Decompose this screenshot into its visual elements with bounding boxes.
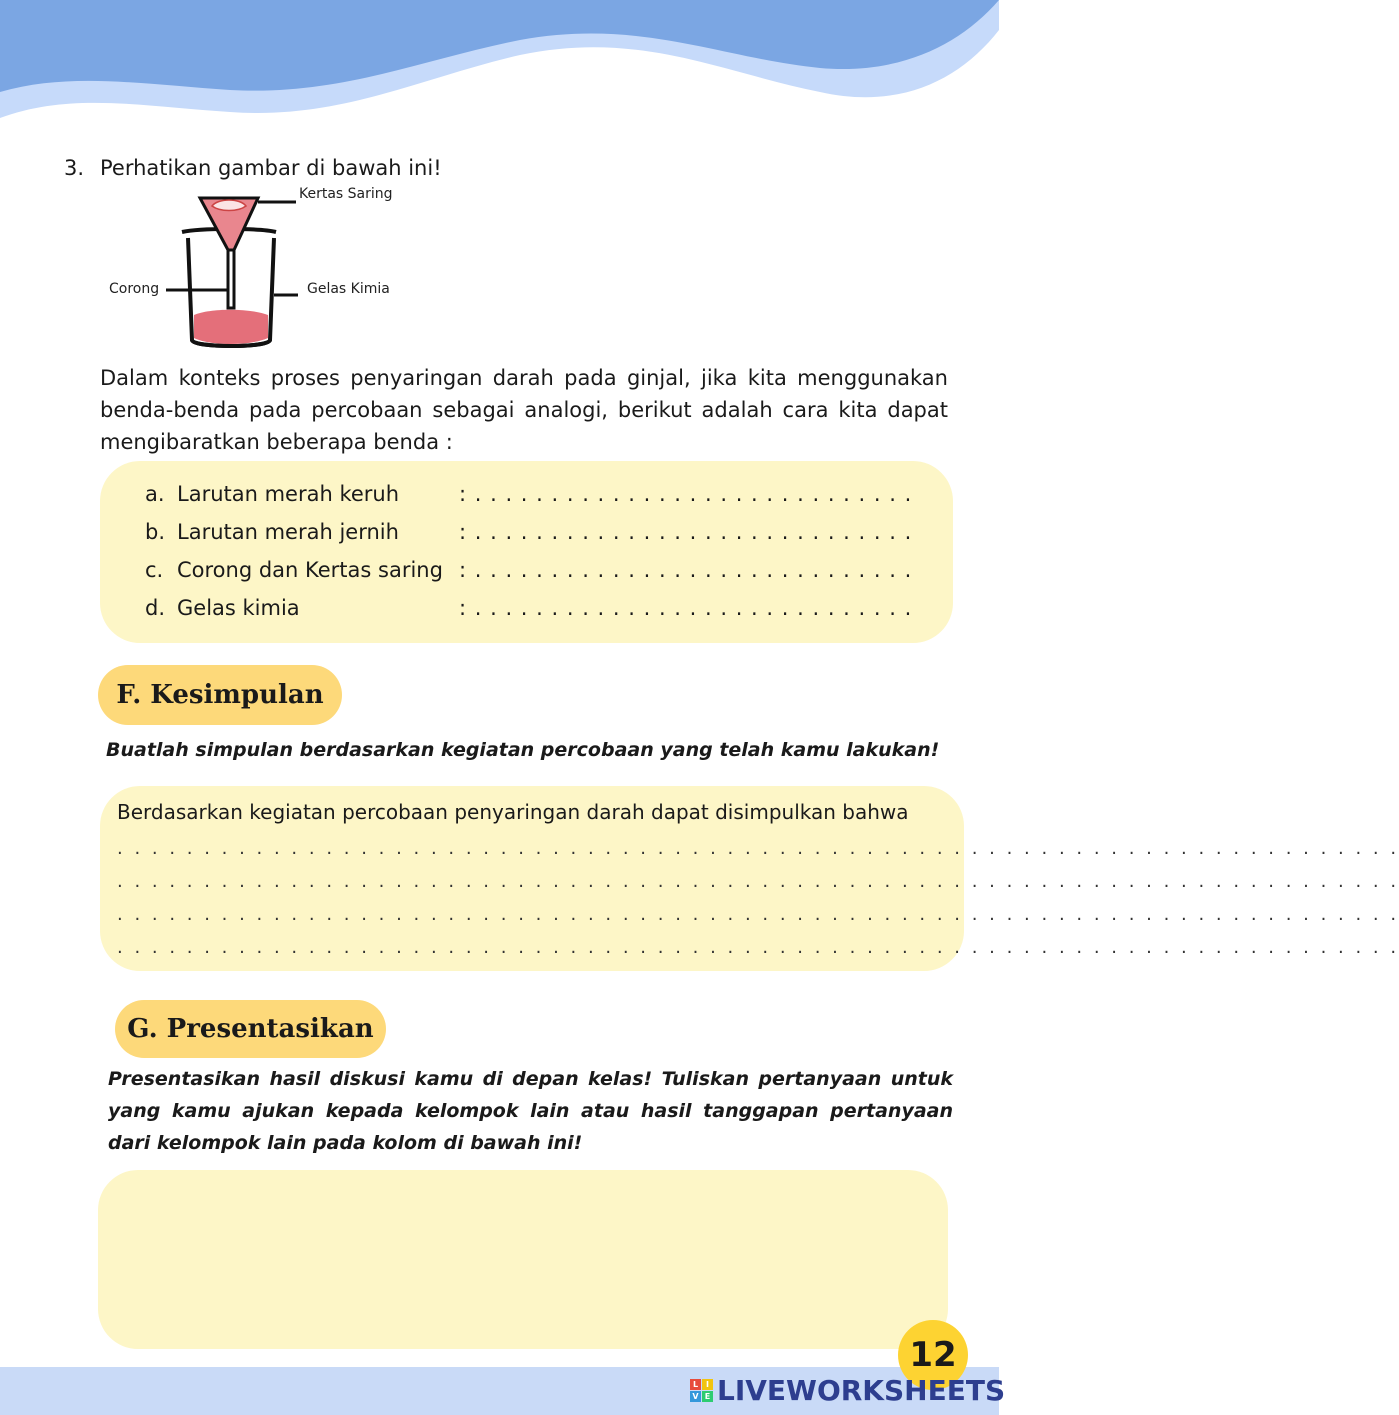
item-text: Gelas kimia	[177, 596, 300, 620]
logo-mark-icon: L I V E	[690, 1379, 713, 1402]
list-item	[145, 520, 912, 544]
item-letter: c.	[145, 558, 164, 582]
answer-blank[interactable]: : . . . . . . . . . . . . . . . . . . . . . . . . . . . . .	[459, 520, 913, 544]
header-wave-decoration	[0, 0, 999, 140]
conclusion-dot-line[interactable]: . . . . . . . . . . . . . . . . . . . . . . . . . . . . . . . . . . . . . . . . . . . . . . . . . . . . . . . . . . . . . . . . . . . . . . . . . .	[117, 904, 1399, 925]
question-number: 3.	[64, 156, 85, 180]
answer-blank[interactable]: : . . . . . . . . . . . . . . . . . . . . . . . . . . . . .	[459, 596, 913, 620]
item-text: Larutan merah keruh	[177, 482, 400, 506]
conclusion-dot-line[interactable]: . . . . . . . . . . . . . . . . . . . . . . . . . . . . . . . . . . . . . . . . . . . . . . . . . . . . . . . . . . . . . . . . . . . . . . . . . .	[117, 871, 1399, 892]
logo-text: LIVEWORKSHEETS	[717, 1374, 1006, 1407]
section-g-instruction: Presentasikan hasil diskusi kamu di depan kelas! Tuliskan pertanyaan untuk yang kamu ajukan kepada kelompok lain atau hasil tanggapan pertanyaan dari kelompok lain pada kolom di bawah ini!	[108, 1068, 953, 1154]
item-letter: a.	[145, 482, 165, 506]
list-item	[145, 558, 912, 582]
presentation-answer-box[interactable]	[98, 1170, 948, 1349]
section-f-instruction: Buatlah simpulan berdasarkan kegiatan percobaan yang telah kamu lakukan!	[106, 739, 940, 761]
list-item	[145, 482, 912, 506]
label-filter-paper: Kertas Saring	[299, 186, 393, 202]
item-letter: d.	[145, 596, 166, 620]
item-text: Larutan merah jernih	[177, 520, 399, 544]
section-f-title: F. Kesimpulan	[98, 665, 342, 725]
question-paragraph: Dalam konteks proses penyaringan darah pada ginjal, jika kita menggunakan benda-benda pada percobaan sebagai analogi, berikut adalah cara kita dapat mengibaratkan beberapa benda :	[100, 366, 948, 454]
conclusion-lead-text: Berdasarkan kegiatan percobaan penyaringan darah dapat disimpulkan bahwa	[117, 800, 909, 824]
answer-blank[interactable]: : . . . . . . . . . . . . . . . . . . . . . . . . . . . . .	[459, 558, 913, 582]
liveworksheets-logo[interactable]	[690, 1374, 1005, 1407]
section-g-title: G. Presentasikan	[115, 1000, 386, 1058]
item-text: Corong dan Kertas saring	[177, 558, 443, 582]
filtration-apparatus-illustration	[100, 180, 420, 355]
conclusion-dot-line[interactable]: . . . . . . . . . . . . . . . . . . . . . . . . . . . . . . . . . . . . . . . . . . . . . . . . . . . . . . . . . . . . . . . . . . . . . . . . . .	[117, 937, 1399, 958]
list-item	[145, 596, 912, 620]
answer-blank[interactable]: : . . . . . . . . . . . . . . . . . . . . . . . . . . . . .	[459, 482, 913, 506]
item-letter: b.	[145, 520, 166, 544]
question-title: Perhatikan gambar di bawah ini!	[100, 156, 442, 180]
label-funnel: Corong	[109, 281, 160, 297]
conclusion-dot-line[interactable]: . . . . . . . . . . . . . . . . . . . . . . . . . . . . . . . . . . . . . . . . . . . . . . . . . . . . . . . . . . . . . . . . . . . . . . . . . .	[117, 838, 1399, 859]
label-beaker: Gelas Kimia	[307, 281, 390, 297]
page-number: 12	[898, 1320, 968, 1390]
